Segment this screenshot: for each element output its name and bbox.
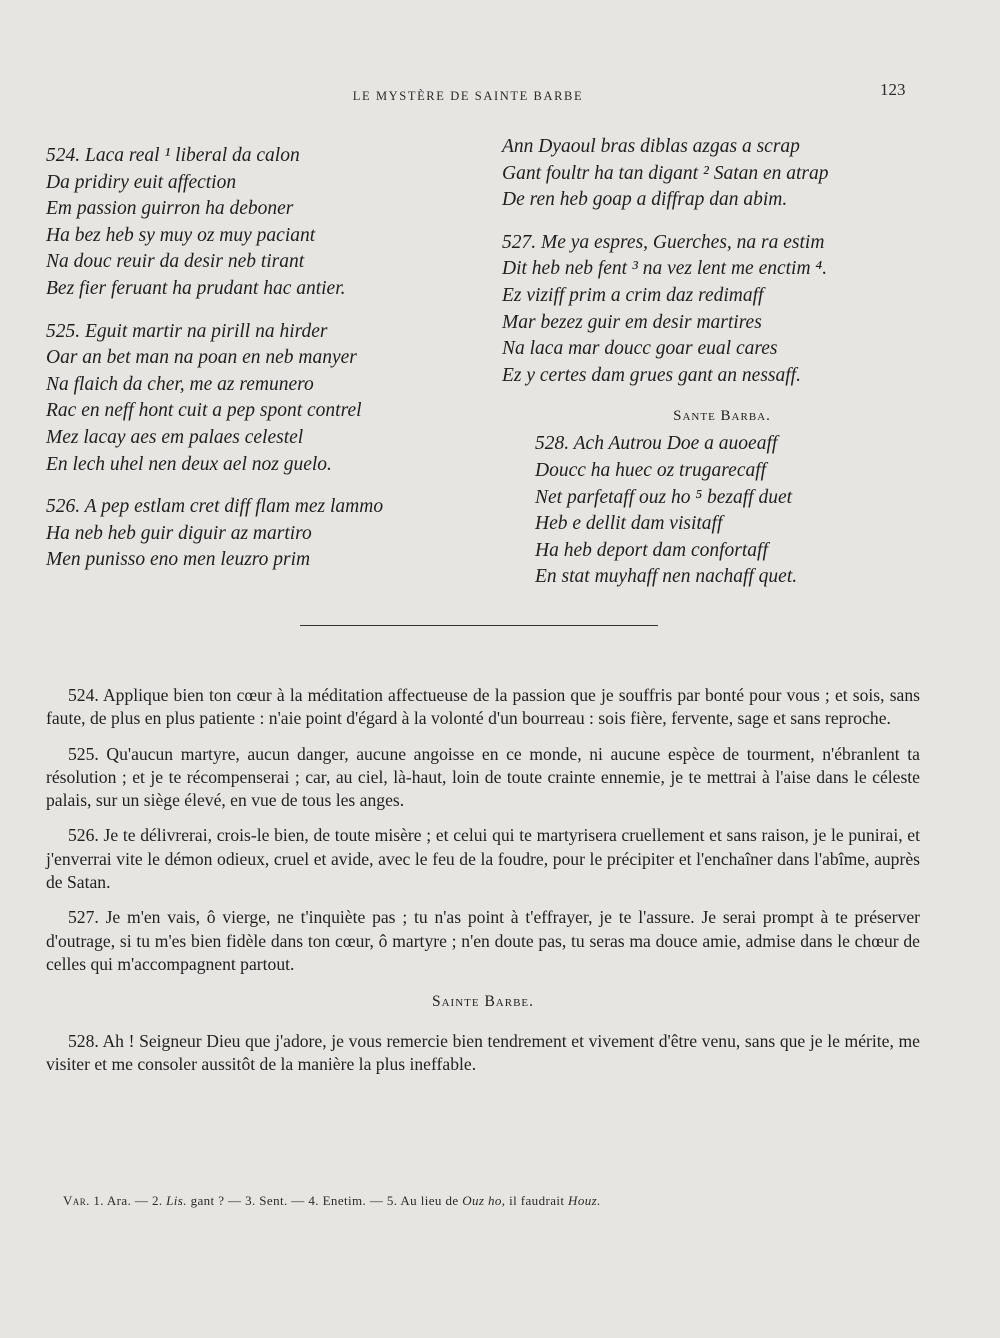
verse-stanza [46,143,476,303]
variant-5-middle: il faudrait [509,1193,565,1208]
variant-3: 3. Sent. — [245,1193,305,1208]
verse-line: Na douc reuir da desir neb tirant [46,251,305,273]
verse-line: En lech uhel nen deux ael noz guelo. [46,453,332,475]
verse-line: Oar an bet man na poan en neb manyer [46,347,357,369]
variant-readings-footnote [63,1193,923,1209]
variant-1: 1. Ara. — [93,1193,149,1208]
speaker-heading: Sante Barba. [673,408,771,425]
variant-5-italic-2: Houz. [568,1193,601,1208]
french-translation [46,684,920,1088]
variant-2-italic: Lis. [166,1193,187,1208]
verse-line: Ha bez heb sy muy oz muy paciant [46,224,316,246]
speaker-heading: Sainte Barbe. [431,993,535,1011]
translation-524: 524. Applique bien ton cœur à la méditation affectueuse de la passion que je souffris par bonté pour vous ; et sois, sans faute, de plus en plus patiente : n'aie point d'égard à la volonté d'un bourreau : sois fière, fervente, sage et sans reproche. [46,685,920,729]
verse-line: Da pridiry euit affection [46,171,237,193]
verse-line: De ren heb goap a diffrap dan abim. [502,189,788,211]
verse-stanza [46,319,476,479]
breton-verse-left-column [46,143,476,590]
verse-line: Gant foultr ha tan digant ² Satan en atrap [502,162,829,184]
verse-line: Dit heb neb fent ³ na vez lent me enctim ⁴. [502,258,828,280]
verse-line: En stat muyhaff nen nachaff quet. [535,566,798,588]
verse-stanza [46,494,476,574]
variant-5-prefix: 5. Au lieu de [386,1193,459,1208]
translation-526: 526. Je te délivrerai, crois-le bien, de toute misère ; et celui qui te martyrisera cruellement et sans raison, je le punirai, et j'enverrai vite le démon odieux, cruel et avide, avec le feu de la foudre, pour le précipiter et l'enchaîner dans l'abîme, auprès de Satan. [46,825,920,893]
verse-line: Heb e dellit dam visitaff [535,513,723,535]
verse-line: Doucc ha huec oz trugarecaff [535,459,767,481]
variant-4: 4. Enetim. — [308,1193,384,1208]
verse-line: 524. Laca real ¹ liberal da calon [46,145,300,166]
verse-line: Ez viziff prim a crim daz redimaff [502,284,764,306]
breton-verse-right-column [502,134,942,607]
section-divider [300,625,658,626]
verse-stanza [502,230,942,390]
translation-525: 525. Qu'aucun martyre, aucun danger, aucune angoisse en ce monde, ni aucune espèce de tourment, n'ébranlent ta résolution ; et je te récompenserai ; car, au ciel, là-haut, loin de toute crainte ennemie, je te mettrai à l'aise dans le céleste palais, sur un siège élevé, en vue de tous les anges. [46,743,920,811]
verse-line: Rac en neff hont cuit a pep spont contrel [46,400,362,422]
verse-line: Ann Dyaoul bras diblas azgas a scrap [502,136,800,157]
variant-2-number: 2. [151,1193,163,1208]
verse-line: Mar bezez guir em desir martires [502,311,762,333]
verse-line: Ez y certes dam grues gant an nessaff. [502,364,801,386]
verse-line: 525. Eguit martir na pirill na hirder [46,320,328,342]
translation-528: 528. Ah ! Seigneur Dieu que j'adore, je vous remercie bien tendrement et vivement d'être venu, sans que je le mérite, me visiter et me consoler aussitôt de la manière la plus ineffable. [46,1030,920,1074]
verse-line: Bez fier feruant ha prudant hac antier. [46,277,346,299]
verse-line: Em passion guirron ha deboner [46,198,294,220]
verse-line: Ha neb heb guir diguir az martiro [46,522,312,544]
variants-label: Var. [63,1193,90,1208]
page-number: 123 [880,80,906,99]
verse-line: Mez lacay aes em palaes celestel [46,426,304,448]
translation-527: 527. Je m'en vais, ô vierge, ne t'inquiète pas ; tu n'as point à t'effrayer, je te l'assure. Je serai prompt à te préserver d'outrage, si tu m'es bien fidèle dans ton cœur, ô martyre ; n'en doute pas, tu seras ma douce amie, admise dans le chœur de celles qui m'accompagnent partout. [46,907,920,974]
verse-line: Net parfetaff ouz ho ⁵ bezaff duet [535,486,793,508]
variant-5-italic-1: Ouz ho, [462,1193,506,1208]
variant-2-rest: gant ? — [190,1193,242,1208]
verse-line: Ha heb deport dam confortaff [535,539,768,561]
verse-stanza [502,431,942,591]
verse-line: 527. Me ya espres, Guerches, na ra estim [502,231,825,253]
verse-line: 528. Ach Autrou Doe a auoeaff [535,433,778,455]
verse-line: Na laca mar doucc goar eual cares [502,338,778,360]
verse-stanza [502,134,942,214]
verse-line: Na flaich da cher, me az remunero [46,373,314,395]
verse-line: Men punisso eno men leuzro prim [46,549,311,571]
verse-line: 526. A pep estlam cret diff flam mez lammo [46,496,384,518]
running-title: LE MYSTÈRE DE SAINTE BARBE [352,89,584,103]
